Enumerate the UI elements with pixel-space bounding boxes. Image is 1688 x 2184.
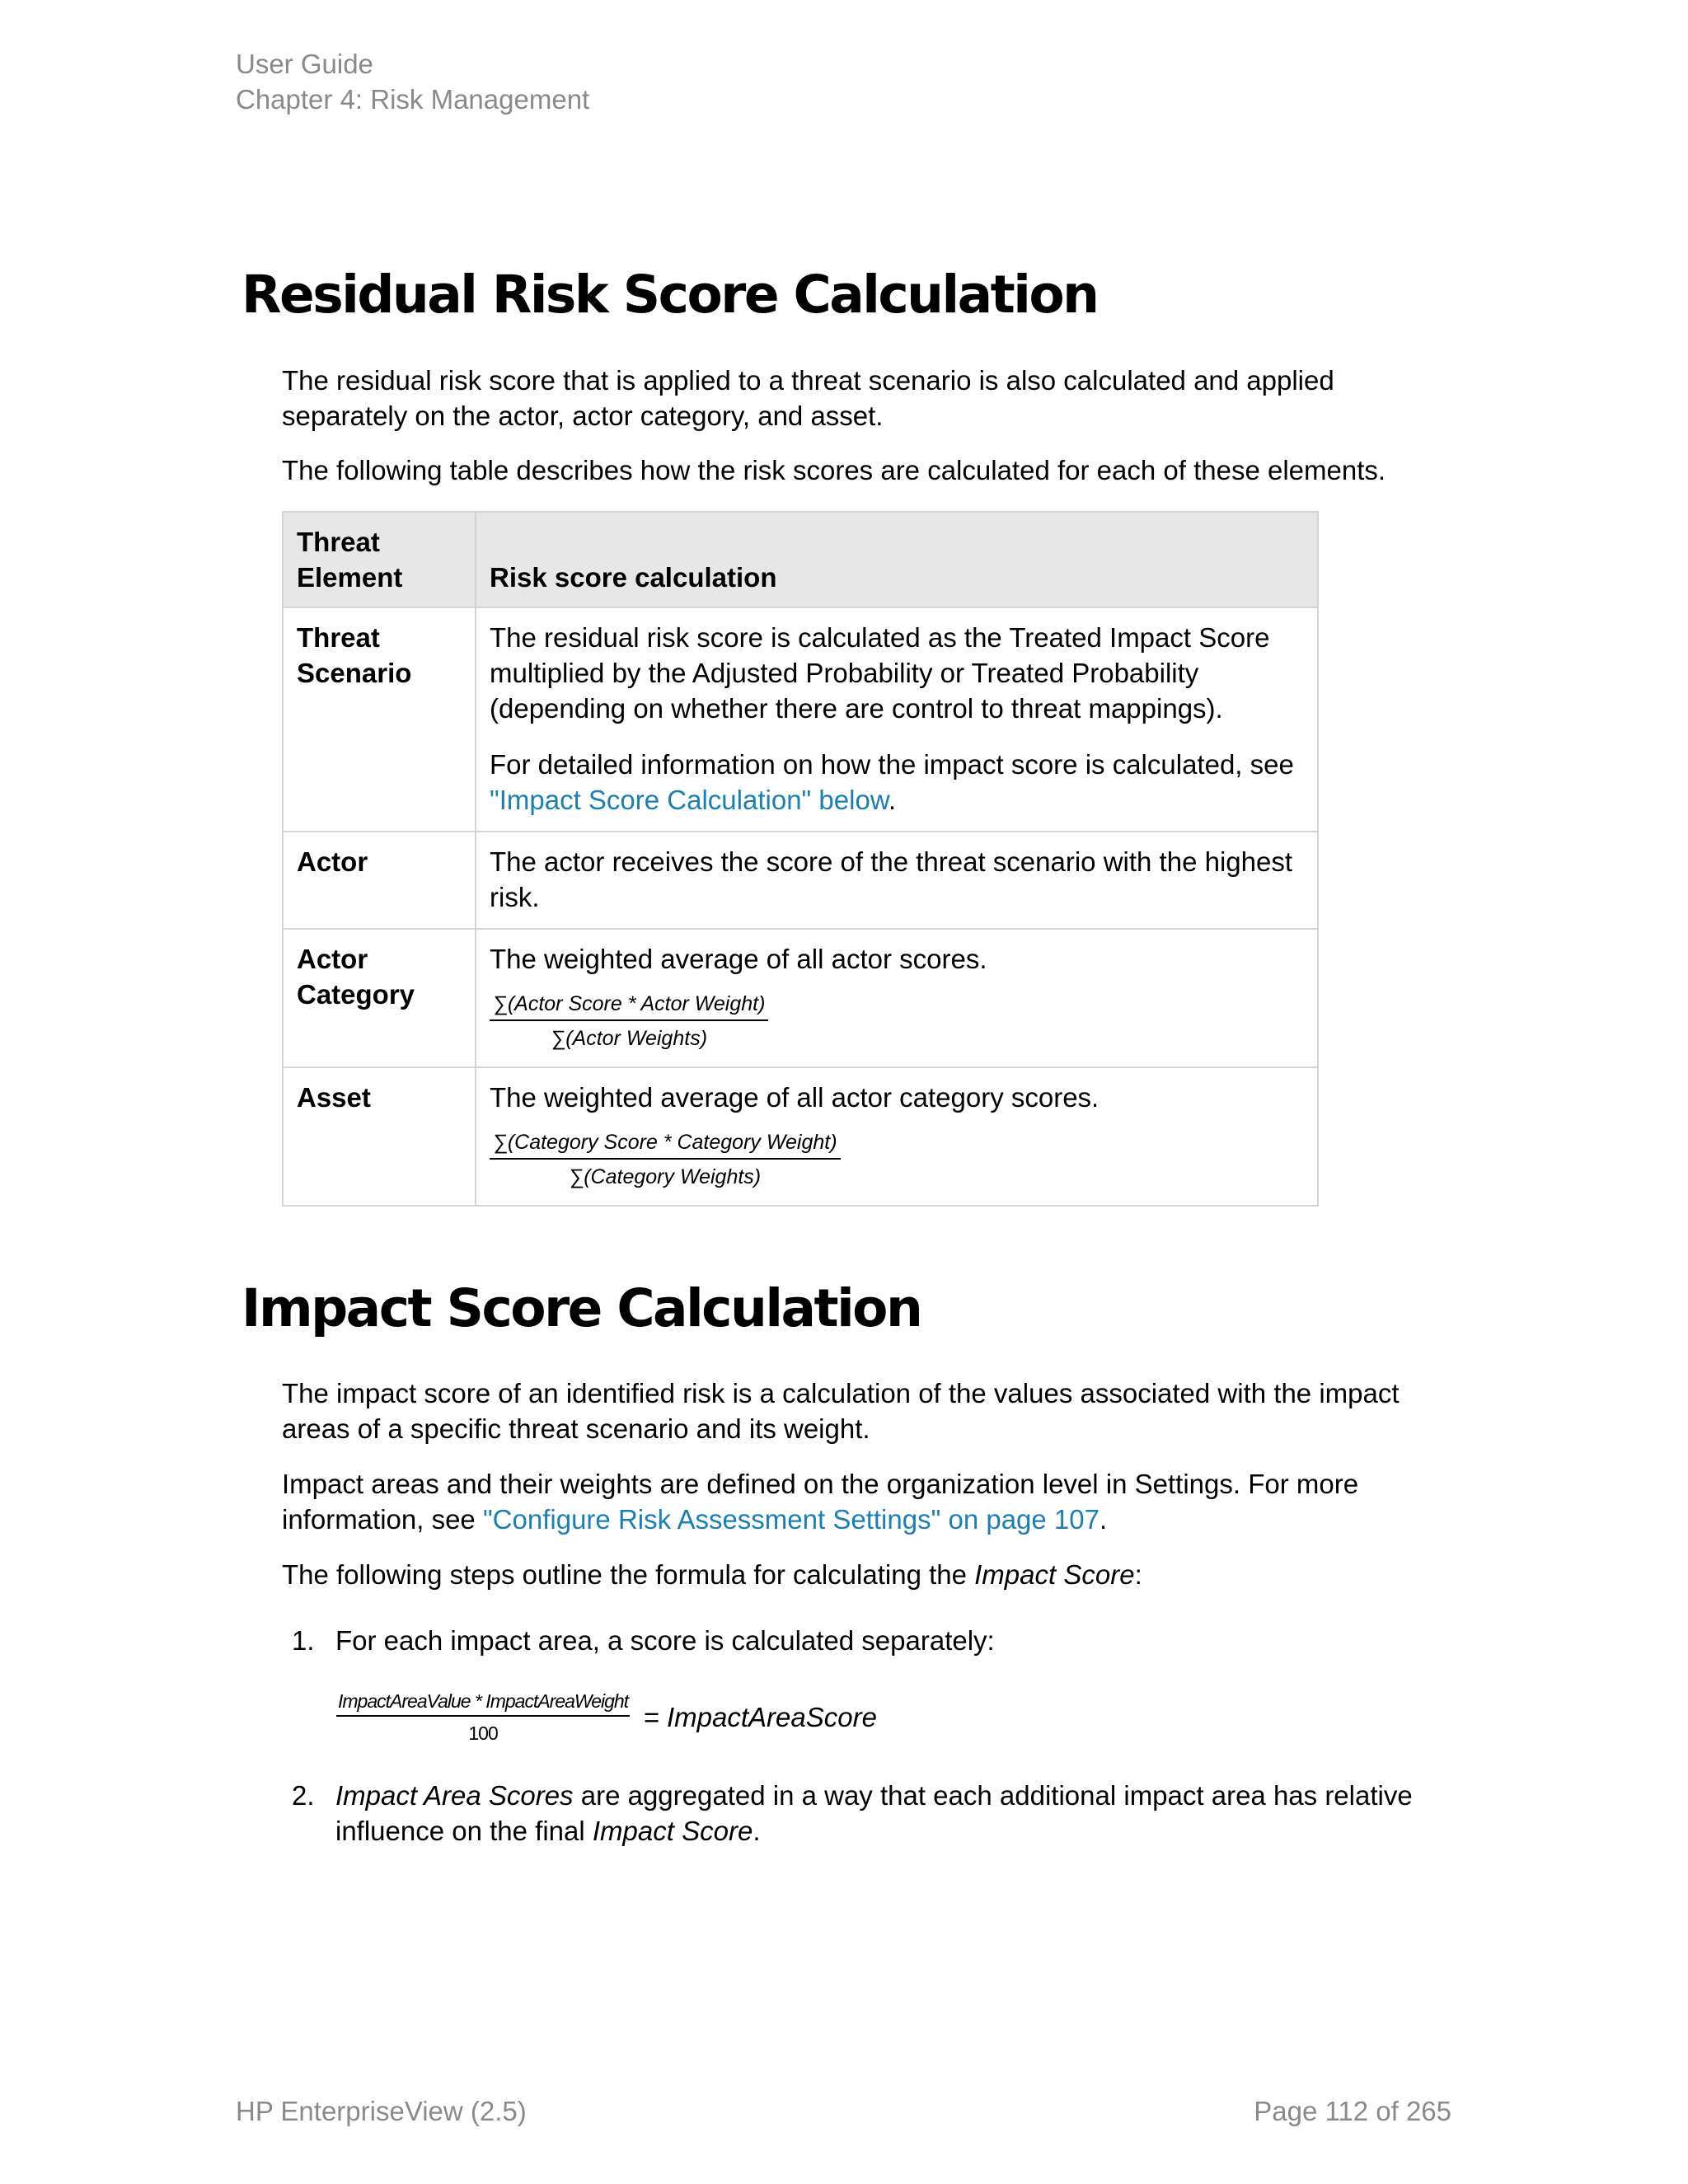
element-actor-category: Actor Category: [283, 929, 476, 1067]
configure-risk-settings-link[interactable]: "Configure Risk Assessment Settings" on page 107: [482, 1504, 1100, 1535]
element-asset: Asset: [283, 1067, 476, 1206]
formula-numerator: ImpactAreaValue * ImpactAreaWeight: [336, 1690, 630, 1717]
risk-score-table: [282, 511, 1319, 1207]
formula-denominator: ∑(Actor Weights): [551, 1027, 708, 1050]
formula-numerator: ∑(Actor Score * Actor Weight): [490, 991, 768, 1021]
table-row: [283, 832, 1318, 929]
impact-area-formula: [336, 1690, 877, 1745]
actor-description: The actor receives the score of the threat scenario with the highest risk.: [490, 846, 1293, 912]
running-header: [236, 46, 589, 117]
threat-scenario-description: The residual risk score is calculated as the Treated Impact Score multiplied by the Adjusted Probability or Treated Probability (depending on whether there are control to threat mappings).: [490, 622, 1270, 724]
table-row: [283, 1067, 1318, 1206]
table-header-row: [283, 512, 1318, 607]
footer-page-number: Page 112 of 265: [1254, 2096, 1451, 2126]
header-guide-title: User Guide: [236, 49, 373, 79]
calculation-cell: [476, 1067, 1318, 1206]
step-text: [335, 1778, 1456, 1849]
calculation-cell: [476, 832, 1318, 929]
settings-text: Impact areas and their weights are defined on the organization level in Settings. For more information, see: [282, 1469, 1359, 1535]
header-threat-element: Threat Element: [283, 512, 476, 607]
asset-formula: [490, 1130, 841, 1189]
formula-numerator: ∑(Category Score * Category Weight): [490, 1130, 841, 1160]
steps-intro-end: :: [1134, 1559, 1142, 1590]
impact-area-scores-term: Impact Area Scores: [335, 1780, 574, 1811]
reference-text: For detailed information on how the impact score is calculated, see: [490, 749, 1294, 780]
footer-product: HP EnterpriseView (2.5): [236, 2096, 527, 2126]
formula-result: = ImpactAreaScore: [643, 1701, 877, 1732]
asset-description: The weighted average of all actor category scores.: [490, 1082, 1100, 1113]
impact-score-term: Impact Score: [592, 1816, 753, 1846]
impact-intro-paragraph: The impact score of an identified risk is a calculation of the values associated with the impact areas of a specific threat scenario and its weight.: [282, 1378, 1400, 1444]
step-end: .: [753, 1816, 761, 1846]
impact-score-calculation-link[interactable]: "Impact Score Calculation" below: [490, 785, 889, 815]
step-number: 1.: [292, 1625, 315, 1656]
actor-category-formula: [490, 991, 768, 1051]
calculation-cell: [476, 929, 1318, 1067]
impact-score-term: Impact Score: [974, 1559, 1135, 1590]
steps-intro-paragraph: [282, 1557, 1461, 1592]
table-row: [283, 929, 1318, 1067]
section-title-impact-score: Impact Score Calculation: [241, 1278, 921, 1338]
calculation-cell: [476, 607, 1318, 832]
step-number: 2.: [292, 1780, 315, 1811]
header-risk-score-calculation: Risk score calculation: [476, 512, 1318, 607]
reference-end: .: [888, 785, 897, 815]
header-chapter-title: Chapter 4: Risk Management: [236, 84, 590, 115]
table-row: [283, 607, 1318, 832]
actor-category-description: The weighted average of all actor scores.: [490, 944, 987, 974]
settings-end: .: [1099, 1504, 1108, 1535]
element-actor: Actor: [283, 832, 476, 929]
step-mid-text: are aggregated in a way that each additional impact area has relative influence on the final: [335, 1780, 1413, 1846]
section-title-residual-risk: Residual Risk Score Calculation: [241, 265, 1098, 325]
table-intro-paragraph: The following table describes how the risk scores are calculated for each of these elements.: [282, 455, 1386, 485]
element-threat-scenario: Threat Scenario: [283, 607, 476, 832]
impact-settings-paragraph: [282, 1466, 1461, 1537]
impact-area-fraction: [336, 1690, 630, 1745]
steps-intro-text: The following steps outline the formula for calculating the: [282, 1559, 975, 1590]
step-text: For each impact area, a score is calculated separately:: [335, 1625, 995, 1656]
formula-denominator: ∑(Category Weights): [569, 1165, 762, 1188]
residual-intro-paragraph: The residual risk score that is applied to a threat scenario is also calculated and applied separately on the actor, actor category, and asset.: [282, 365, 1334, 431]
formula-denominator: 100: [468, 1722, 498, 1744]
threat-scenario-reference: [490, 747, 1304, 818]
